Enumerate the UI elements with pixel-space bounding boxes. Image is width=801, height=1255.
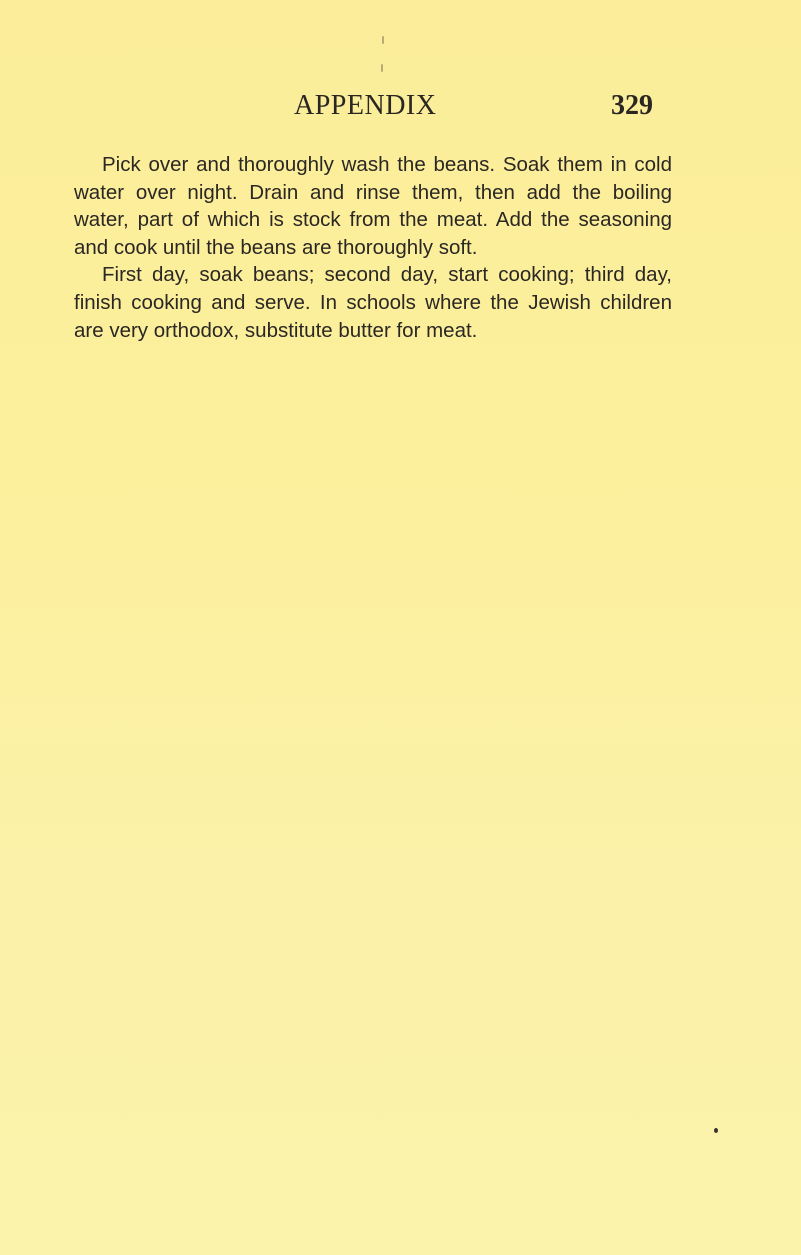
running-title: APPENDIX xyxy=(294,90,437,121)
page-header xyxy=(0,86,801,126)
print-speck xyxy=(714,1128,718,1133)
body-text xyxy=(74,151,672,344)
print-speck xyxy=(381,64,383,72)
paragraph-instructions: Pick over and thoroughly wash the beans. Soak them in cold water over night. Drain and rinse them, then add the boiling water, part of which is stock from the meat. Add the seasoning and cook until the beans are thoroughly soft. xyxy=(74,153,672,259)
page-number: 329 xyxy=(611,90,653,121)
print-speck xyxy=(382,36,384,44)
paragraph-schedule: First day, soak beans; second day, start cooking; third day, finish cooking and serve. In schools where the Jewish children are very orthodox, substitute butter for meat. xyxy=(74,263,672,342)
